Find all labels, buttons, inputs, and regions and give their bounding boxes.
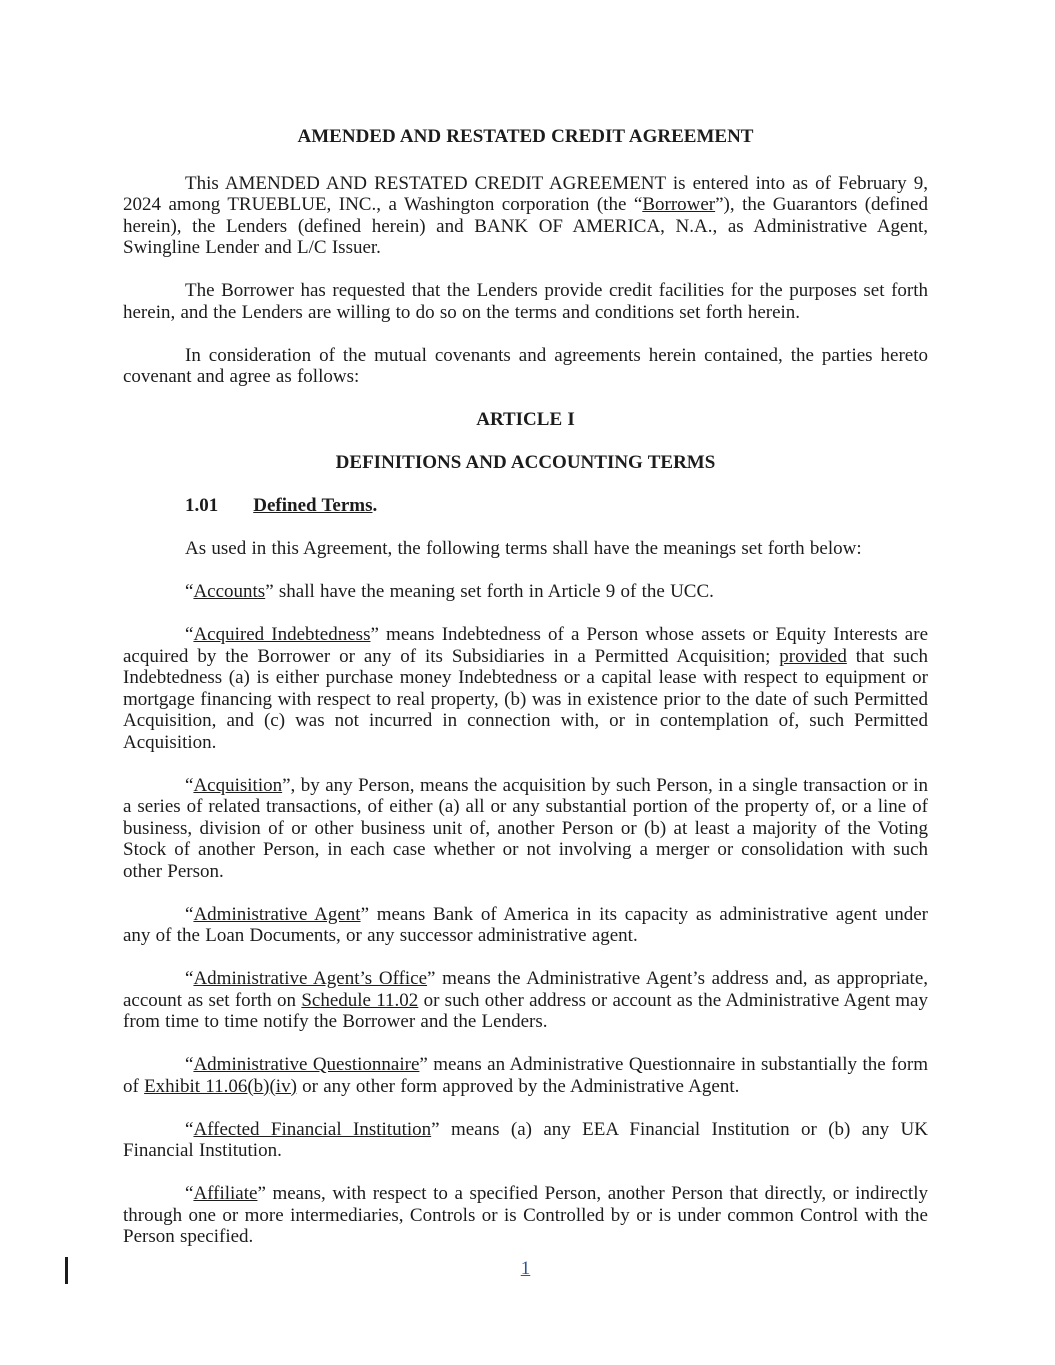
text-run: or any other form approved by the Administrative Agent.: [296, 1075, 740, 1097]
text-run: AMENDED AND RESTATED CREDIT AGREEMENT: [297, 126, 754, 147]
article-subheading: [123, 452, 928, 474]
text-run: ” means (a) any EEA Financial Institution or (b) any UK Financial Institution.: [123, 1118, 928, 1161]
preamble-paragraph: [123, 173, 928, 259]
recital-paragraph: [123, 280, 928, 323]
definition-acquired-indebtedness: [123, 624, 928, 753]
text-run: ”, by any Person, means the acquisition by such Person, in a single transaction or in a series of related transactions, of either (a) all or any substantial portion of the property of, or a line of business, division of or other business unit of, another Person or (b) at least a majority of the Voting Stock of another Person, in each case whether or not involving a merger or consolidation with such other Person.: [123, 774, 928, 882]
text-run: “: [185, 1183, 194, 1204]
definition-affected-financial-institution: [123, 1119, 928, 1162]
text-run: “: [185, 1054, 194, 1075]
text-run: Defined Terms: [253, 495, 373, 516]
text-run: .: [372, 495, 378, 516]
document-title: [123, 126, 928, 148]
consideration-paragraph: [123, 345, 928, 388]
text-run: In consideration of the mutual covenants and agreements herein contained, the parties hereto covenant and agree as follows:: [123, 344, 928, 387]
text-run: “: [185, 1118, 194, 1140]
section-heading: [123, 495, 928, 517]
text-run: ” means Indebtedness of a Person whose assets or Equity Interests are acquired by the Borrower or any of its Subsidiaries in a Permitted Acquisition;: [123, 624, 929, 667]
text-run: As used in this Agreement, the following terms shall have the meanings set forth below:: [185, 538, 862, 559]
definition-administrative-agents-office: [123, 968, 928, 1033]
text-run: “: [185, 581, 194, 602]
text-run: ” means the Administrative Agent’s address and, as appropriate, account as set forth on: [123, 968, 928, 1011]
text-run: The Borrower has requested that the Lenders provide credit facilities for the purposes set forth herein, and the Lenders are willing to do so on the terms and conditions set forth herein.: [123, 280, 928, 323]
text-run: 1.01: [185, 495, 219, 516]
text-run: This AMENDED AND RESTATED CREDIT AGREEMENT is entered into as of February 9, 2024 among TRUEBLUE, INC., a Washington corporation (the “: [123, 172, 928, 215]
text-run: provided: [779, 645, 847, 667]
text-run: Acquisition: [193, 774, 283, 796]
text-run: Accounts: [193, 581, 266, 602]
article-heading: [123, 409, 928, 431]
intro-paragraph: [123, 538, 928, 560]
definition-affiliate: [123, 1183, 928, 1248]
text-run: that such Indebtedness (a) is either purchase money Indebtedness or a capital lease with respect to equipment or mortgage financing with respect to real property, (b) was in existence prior to the date of such Permitted Acquisition, and (c) was not incurred in connection with, or in contemplation of, such Permitted Acquisition.: [123, 645, 928, 753]
text-run: DEFINITIONS AND ACCOUNTING TERMS: [335, 452, 716, 473]
text-run: ”), the Guarantors (defined herein), the Lenders (defined herein) and BANK OF AMERICA, N.A., as Administrative Agent, Swingline Lender and L/C Issuer.: [123, 194, 928, 258]
text-run: “: [185, 774, 194, 796]
text-run: Exhibit 11.06(b)(iv): [144, 1075, 297, 1097]
text-run: ” means an Administrative Questionnaire in substantially the form of: [123, 1054, 929, 1097]
text-run: “: [185, 968, 194, 989]
text-run: or such other address or account as the Administrative Agent may from time to time notify the Borrower and the Lenders.: [123, 989, 928, 1032]
document-body: [123, 126, 928, 1269]
definition-accounts: [123, 581, 928, 603]
definition-administrative-agent: [123, 904, 928, 947]
text-run: ” means, with respect to a specified Person, another Person that directly, or indirectly through one or more intermediaries, Controls or is Controlled by or is under common Control with the Person specified.: [123, 1183, 928, 1247]
text-run: ” means Bank of America in its capacity as administrative agent under any of the Loan Documents, or any successor administrative agent.: [123, 903, 928, 946]
revision-bar: [65, 1257, 68, 1284]
text-run: Affected Financial Institution: [193, 1118, 432, 1140]
text-run: Acquired Indebtedness: [193, 624, 371, 645]
text-run: Administrative Agent: [193, 903, 361, 925]
text-run: Schedule 11.02: [301, 989, 419, 1011]
text-run: ” shall have the meaning set forth in Article 9 of the UCC.: [265, 581, 714, 602]
text-run: Administrative Agent’s Office: [193, 968, 428, 989]
definition-acquisition: [123, 775, 928, 883]
text-run: Administrative Questionnaire: [193, 1054, 420, 1075]
text-run: “: [185, 624, 194, 645]
page-number-link[interactable]: 1: [520, 1258, 531, 1279]
text-run: Borrower: [642, 194, 716, 215]
text-run: ARTICLE I: [476, 409, 575, 430]
text-run: “: [185, 903, 194, 925]
text-run: Affiliate: [193, 1183, 258, 1204]
definition-administrative-questionnaire: [123, 1054, 928, 1097]
page-footer: [123, 1258, 928, 1280]
